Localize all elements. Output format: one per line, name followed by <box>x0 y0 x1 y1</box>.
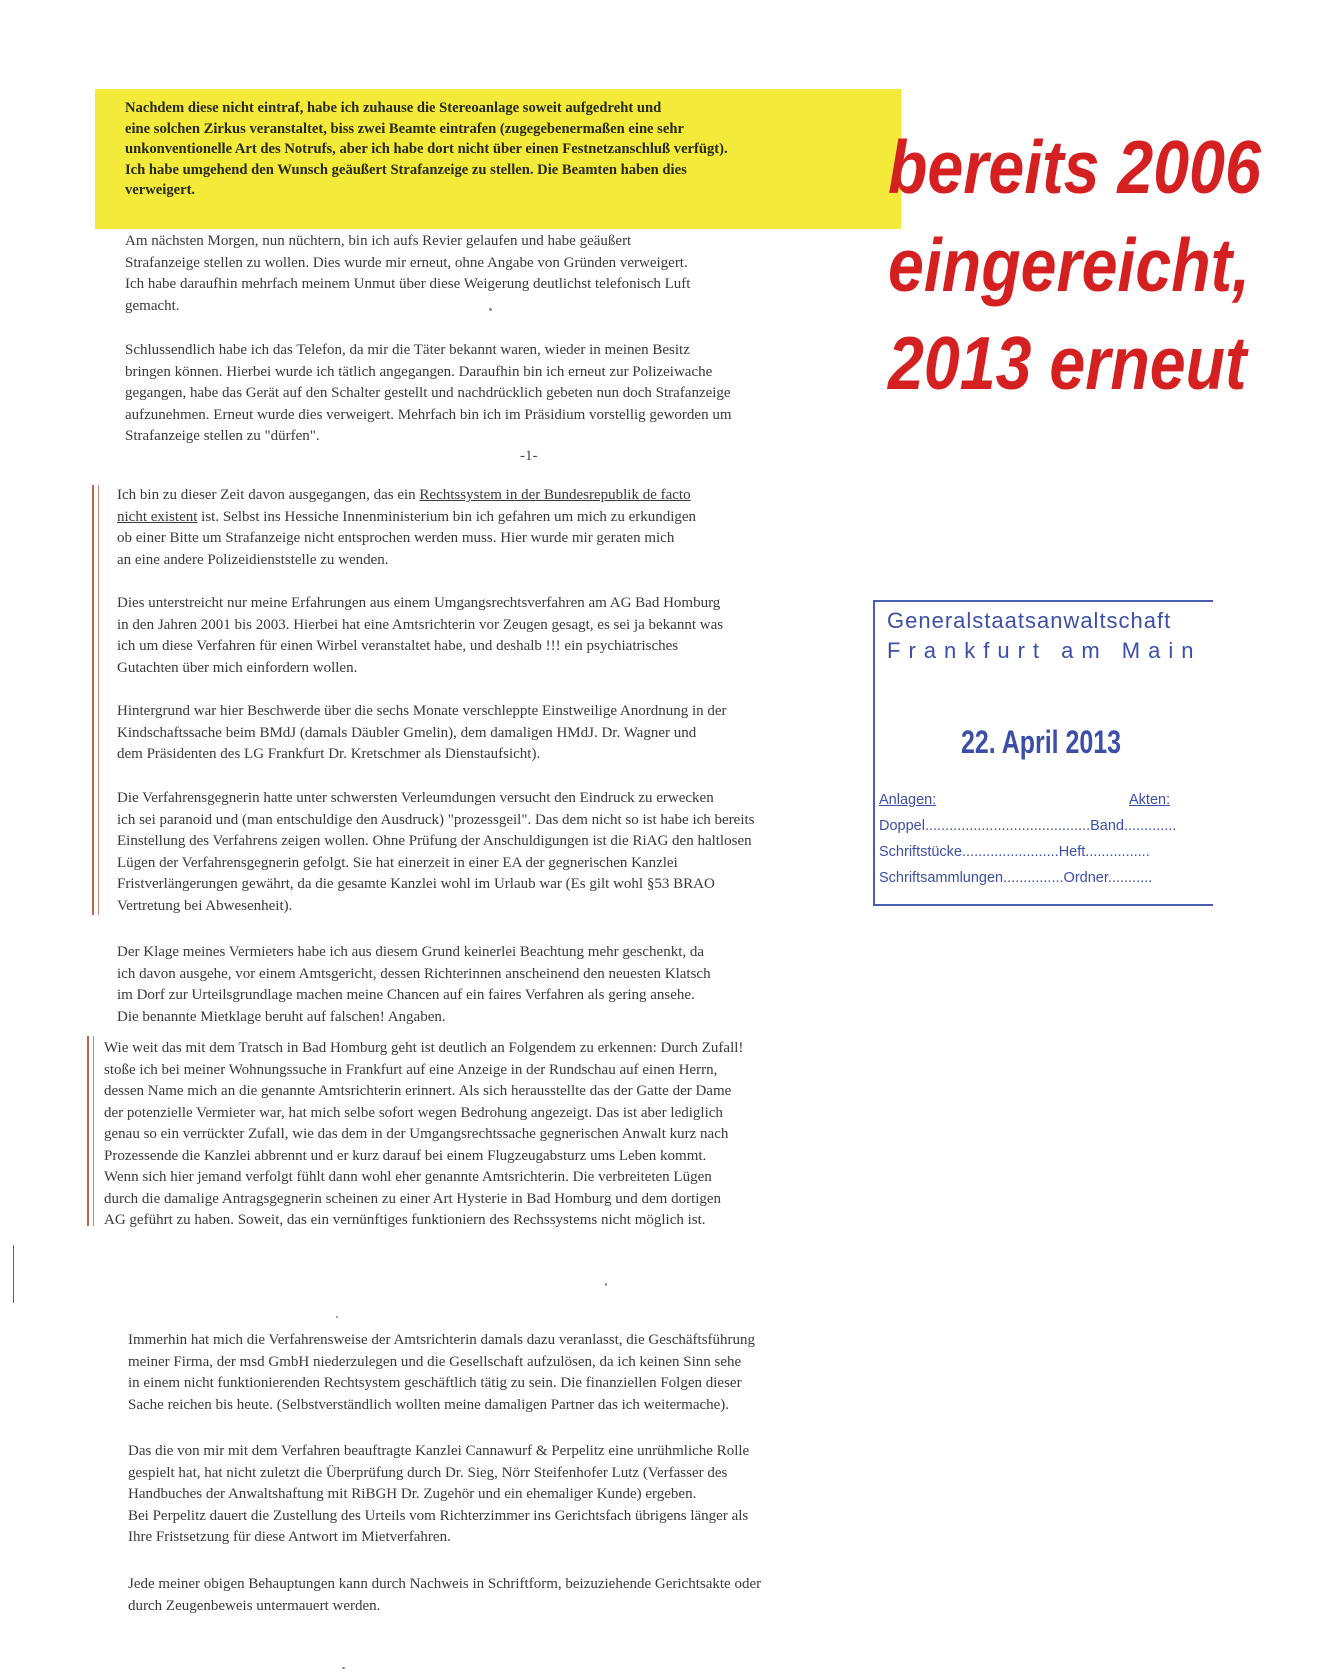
paragraph-6: Die Verfahrensgegnerin hatte unter schwersten Verleumdungen versucht den Eindruck zu erwecken ich sei paranoid und (man entschuldige den Ausdruck) "prozessgeil". Das dem nicht so ist habe ich bereits Einstellung des Verfahrens zeigen wollen. Ohne Prüfung der Anschuldigungen ist die RiAG den haltlosen Lügen der Verfahrensgegnerin gefolgt. Sie hat einerzeit in einer EA der gegnerischen Kanzlei Fristverlängerungen gewährt, da die gesamte Kanzlei wohl im Urlaub war (Es gilt wohl §53 BRAO Vertretung bei Abwesenheit). <box>117 790 755 914</box>
stamp-date: 22. April 2013 <box>961 724 1122 760</box>
stamp-label-band: Band <box>1090 818 1124 834</box>
stamp-label-schriftstuecke: Schriftstücke <box>879 844 962 860</box>
paragraph-3-underlined: Rechtssystem in der Bundesrepublik de facto <box>419 487 691 503</box>
annotation-line-2: eingereicht, <box>888 223 1251 307</box>
stamp-organization: Generalstaatsanwaltschaft <box>887 608 1172 633</box>
stamp-label-ordner: Ordner <box>1063 870 1108 886</box>
stamp-label-akten: Akten: <box>1129 792 1171 808</box>
margin-rule-1 <box>92 485 94 915</box>
margin-rule-2 <box>98 485 99 915</box>
scan-speck <box>489 308 492 311</box>
annotation-line-1: bereits 2006 <box>888 125 1261 209</box>
stamp-label-schriftsammlungen: Schriftsammlungen <box>879 870 1004 886</box>
stamp-city: Frankfurt am Main <box>887 638 1202 663</box>
paragraph-8: Wie weit das mit dem Tratsch in Bad Homburg geht ist deutlich an Folgendem zu erkennen: Durch Zufall! stoße ich bei meiner Wohnungssuche in Frankfurt auf eine Anzeige in der Rundschau auf einen Herrn, dessen Name mich an die genannte Amtsrichterin erinnert. Als sich herausstellte das der Gatte der Dame der potenzielle Vermieter war, hat mich selbe sofort wegen Bedrohung angezeigt. Das ist aber lediglich genau so ein verrückter Zufall, wie das dem in der Umgangsrechtssache gegnerischen Anwalt kurz nach Prozessende die Kanzlei abbrennt und er kurz darauf bei einem Flugzeugabsturz ums Leben kommt. Wenn sich hier jemand verfolgt fühlt dann wohl eher genannte Amtsrichterin. Die verbreiteten Lügen durch die damalige Antragsgegnerin scheinen zu einer Art Hysterie in Bad Homburg und dem dortigen AG geführt zu haben. Soweit, das ein vernünftiges funktioniern des Rechssystems nicht möglich ist. <box>104 1040 744 1228</box>
stamp-label-doppel: Doppel <box>879 818 925 834</box>
paragraph-3 <box>117 485 877 571</box>
paragraph-10: Das die von mir mit dem Verfahren beauftragte Kanzlei Cannawurf & Perpelitz eine unrühmliche Rolle gespielt hat, hat nicht zuletzt die Überprüfung durch Dr. Sieg, Nörr Steifenhofer Lutz (Verfasser des Handbuches der Anwaltshaftung mit RiBGH Dr. Zugehör und ein ehemaliger Kunde) ergeben. Bei Perpelitz dauert die Zustellung des Urteils vom Richterzimmer ins Gerichtsfach übrigens länger als Ihre Fristsetzung für diese Antwort im Mietverfahren. <box>128 1443 750 1545</box>
paragraph-9: Immerhin hat mich die Verfahrensweise der Amtsrichterin damals dazu veranlasst, die Geschäftsführung meiner Firma, der msd GmbH niederzulegen und die Gesellschaft aufzulösen, da ich keinen Sinn sehe in einem nicht funktionierenden Rechtsystem geschäftlich tätig zu sein. Die finanziellen Folgen dieser Sache reichen bis heute. (Selbstverständlich wollten meine damaligen Partner das ich weitermache). <box>128 1332 756 1413</box>
paragraph-5: Hintergrund war hier Beschwerde über die sechs Monate verschleppte Einstweilige Anordnung in der Kindschaftssache beim BMdJ (damals Däubler Gmelin), dem damaligen HMdJ. Dr. Wagner und dem Präsidenten des LG Frankfurt Dr. Kretschmer als Dienstaufsicht). <box>117 703 727 762</box>
scan-mark <box>13 1245 14 1303</box>
page-number: -1- <box>520 448 538 464</box>
stamp-row-schriftstuecke: Schriftstücke........................Heft................ <box>879 844 1150 860</box>
received-stamp <box>873 600 1213 906</box>
scan-speck <box>336 1316 338 1318</box>
margin-rule-4 <box>93 1036 94 1226</box>
paragraph-1: Am nächsten Morgen, nun nüchtern, bin ich aufs Revier gelaufen und habe geäußert Strafanzeige stellen zu wollen. Dies wurde mir erneut, ohne Angabe von Gründen verweigert. Ich habe daraufhin mehrfach meinem Unmut über diese Weigerung deutlichst telefonisch Luft gemacht. <box>125 233 691 314</box>
scan-speck <box>342 1667 345 1669</box>
paragraph-3-rest: ist. Selbst ins Hessiche Innenministerium bin ich gefahren um mich zu erkundigen ob einer Bitte um Strafanzeige nicht entsprochen werden muss. Hier wurde mir geraten mich an eine andere Polizeidienststelle zu wenden. <box>117 508 697 568</box>
stamp-label-anlagen: Anlagen: <box>879 792 937 808</box>
stamp-row-doppel: Doppel.........................................Band............. <box>879 818 1177 834</box>
margin-rule-3 <box>87 1036 89 1226</box>
stamp-label-heft: Heft <box>1058 844 1086 860</box>
paragraph-11: Jede meiner obigen Behauptungen kann durch Nachweis in Schriftform, beizuziehende Gerichtsakte oder durch Zeugenbeweis untermauert werden. <box>128 1576 762 1614</box>
paragraph-3-underlined-2: nicht existent <box>117 508 198 525</box>
paragraph-7: Der Klage meines Vermieters habe ich aus diesem Grund keinerlei Beachtung mehr geschenkt, da ich davon ausgehe, vor einem Amtsgericht, dessen Richterinnen anscheinend den neuesten Klatsch im Dorf zur Urteilsgrundlage machen meine Chancen auf ein faires Verfahren als gering ansehe. Die benannte Mietklage beruht auf falschen! Angaben. <box>117 944 711 1025</box>
paragraph-2: Schlussendlich habe ich das Telefon, da mir die Täter bekannt waren, wieder in meinen Besitz bringen können. Hierbei wurde ich tätlich angegangen. Daraufhin bin ich erneut zur Polizeiwache gegangen, habe das Gerät auf den Schalter gestellt und nachdrücklich gebeten nun doch Strafanzeige aufzunehmen. Erneut wurde dies verweigert. Mehrfach bin ich im Präsidium vorstellig geworden um Strafanzeige stellen zu "dürfen". <box>125 342 732 444</box>
paragraph-3-text: Ich bin zu dieser Zeit davon ausgegangen, das ein <box>117 487 420 503</box>
annotation-line-3: 2013 erneut <box>888 321 1247 405</box>
highlighted-paragraph: Nachdem diese nicht eintraf, habe ich zuhause die Stereoanlage soweit aufgedreht und eine solchen Zirkus veranstaltet, biss zwei Beamte eintrafen (zugegebenermaßen eine sehr unkonventionelle Art des Notrufs, aber ich habe dort nicht über einen Festnetzanschluß verfügt). Ich habe umgehend den Wunsch geäußert Strafanzeige zu stellen. Die Beamten haben dies verweigert. <box>125 100 728 198</box>
paragraph-4: Dies unterstreicht nur meine Erfahrungen aus einem Umgangsrechtsverfahren am AG Bad Homburg in den Jahren 2001 bis 2003. Hierbei hat eine Amtsrichterin vor Zeugen gesagt, es sei ja bekannt was ich um diese Verfahren für einen Wirbel veranstaltet habe, und deshalb !!! ein psychiatrisches Gutachten über mich einfordern wollen. <box>117 595 724 676</box>
scan-speck <box>605 1283 607 1286</box>
red-annotation <box>888 118 1280 412</box>
stamp-row-schriftsammlungen: Schriftsammlungen...............Ordner........... <box>879 870 1153 886</box>
